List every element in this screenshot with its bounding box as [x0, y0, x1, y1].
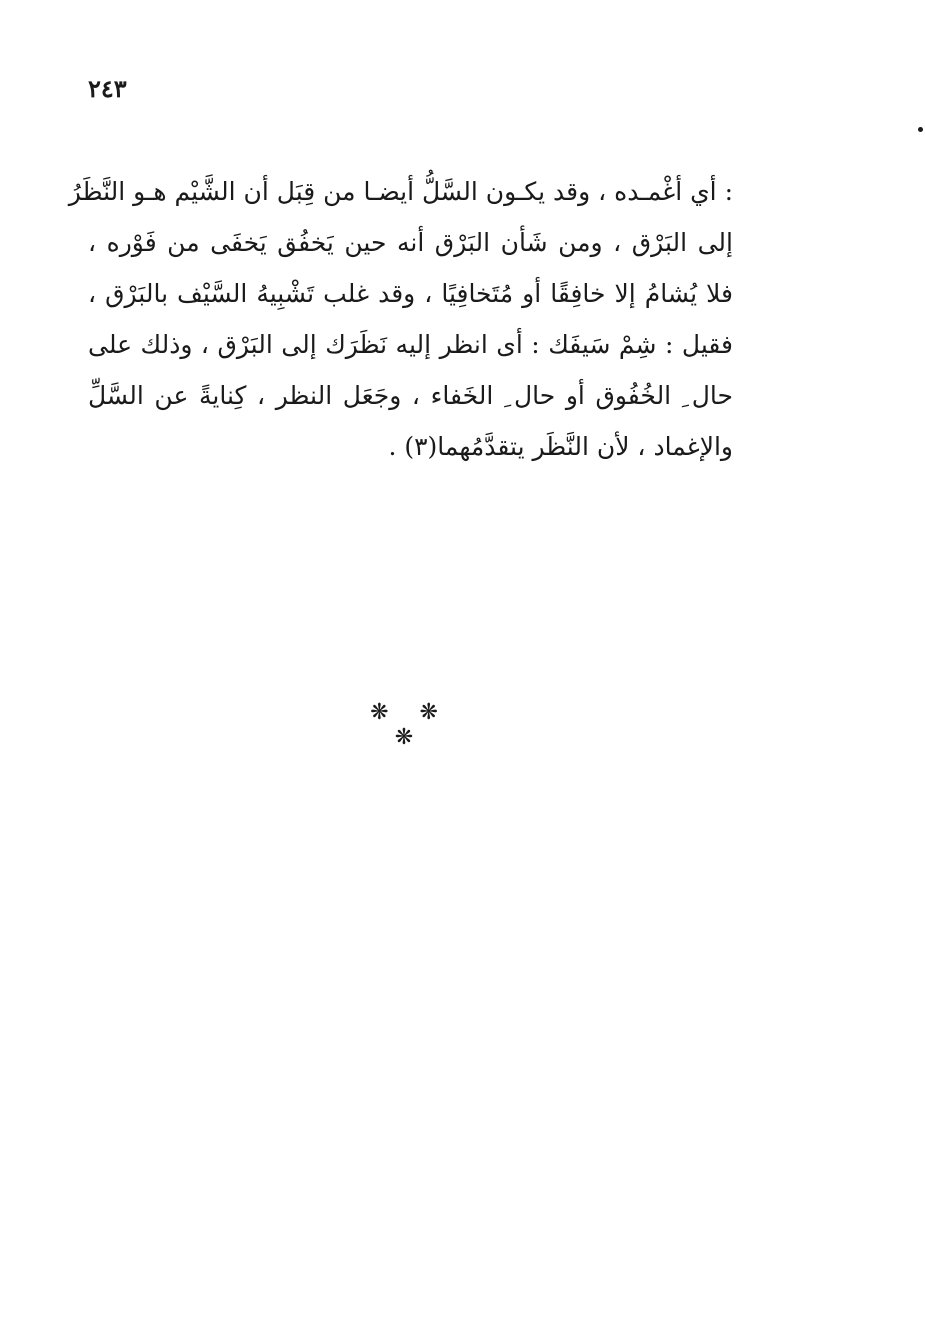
text-line: فلا يُشامُ إلا خافِقًا أو مُتَخافِيًا ، وقد غلب تَشْبِيهُ السَّيْف بالبَرْق ،	[88, 279, 733, 308]
page-number: ٢٤٣	[88, 74, 127, 103]
margin-mark	[918, 127, 923, 132]
body-paragraph	[68, 166, 733, 472]
text-line: : أي أغْمـده ، وقد يكـون السَّلُّ أيضـا من قِبَل أن الشَّيْم هـو النَّظَرُ	[68, 177, 733, 206]
text-line: حال ِ الخُفُوق أو حال ِ الخَفاء ، وجَعَل النظر ، كِنايةً عن السَّلِّ	[88, 381, 733, 410]
text-line: فقيل : شِمْ سَيفَك : أى انظر إليه نَظَرَك إلى البَرْق ، وذلك على	[88, 330, 733, 359]
section-separator: ❋ ❋ ❋	[370, 700, 450, 750]
text-line: والإغماد ، لأن النَّظَر يتقدَّمُهما(٣) .	[388, 432, 733, 461]
text-line: إلى البَرْق ، ومن شَأن البَرْق أنه حين يَخفُق يَخفَى من فَوْره ،	[88, 228, 733, 257]
